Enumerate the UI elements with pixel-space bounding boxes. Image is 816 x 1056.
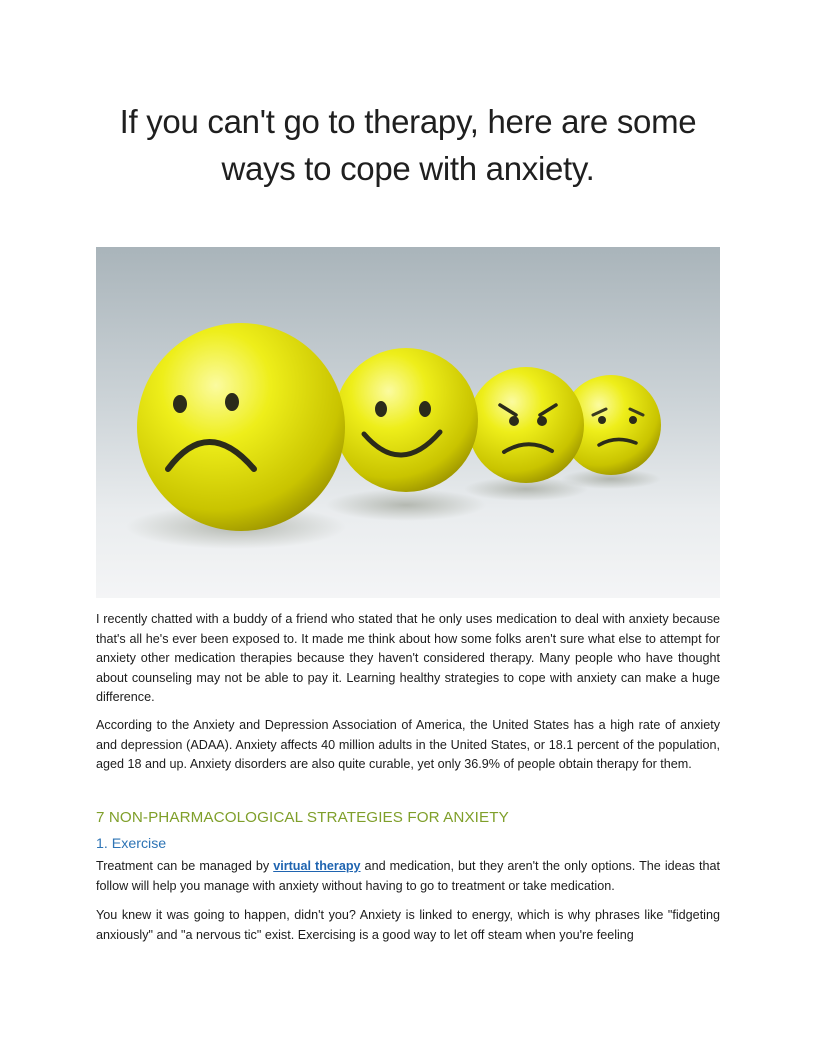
article-title [96,98,720,192]
exercise-paragraph: You knew it was going to happen, didn't you? Anxiety is linked to energy, which is why phrases like "fidgeting anxiously" and "a nervous tic" exist. Exercising is a good way to let off steam when you're feeling [96,908,720,942]
happy-face-icon [334,348,478,492]
treatment-paragraph [96,857,720,896]
title-line-2: ways to cope with anxiety. [221,150,595,187]
exercise-subheading: 1. Exercise [96,836,167,852]
virtual-therapy-link[interactable]: virtual therapy [273,859,361,873]
angry-face-icon [468,367,584,483]
intro-paragraph: I recently chatted with a buddy of a friend who stated that he only uses medication to deal with anxiety because that's all he's ever been exposed to. It made me think about how some folks aren't sure what else to attempt for anxiety other medication therapies because they haven't considered therapy. Many people who have thought about counseling may not be able to pay it. Learning healthy strategies to cope with anxiety can make a huge difference. [96,612,720,704]
emoji-balls-illustration [96,247,720,598]
treatment-text-start: Treatment can be managed by [96,859,274,873]
title-line-1: If you can't go to therapy, here are some [119,103,697,140]
treatment-text-end: and medication, but they aren't the only options. The ideas that follow will help you manage with anxiety without having to go to treatment or take medication. [96,859,720,893]
hero-image [96,247,720,598]
strategies-heading: 7 NON-PHARMACOLOGICAL STRATEGIES FOR ANXIETY [96,809,509,826]
sad-face-icon [137,323,345,531]
statistics-paragraph: According to the Anxiety and Depression Association of America, the United States has a high rate of anxiety and depression (ADAA). Anxiety affects 40 million adults in the United States, or 18.1 percent of the population, aged 18 and up. Anxiety disorders are also quite curable, yet only 36.9% of people obtain therapy for them. [96,718,720,771]
